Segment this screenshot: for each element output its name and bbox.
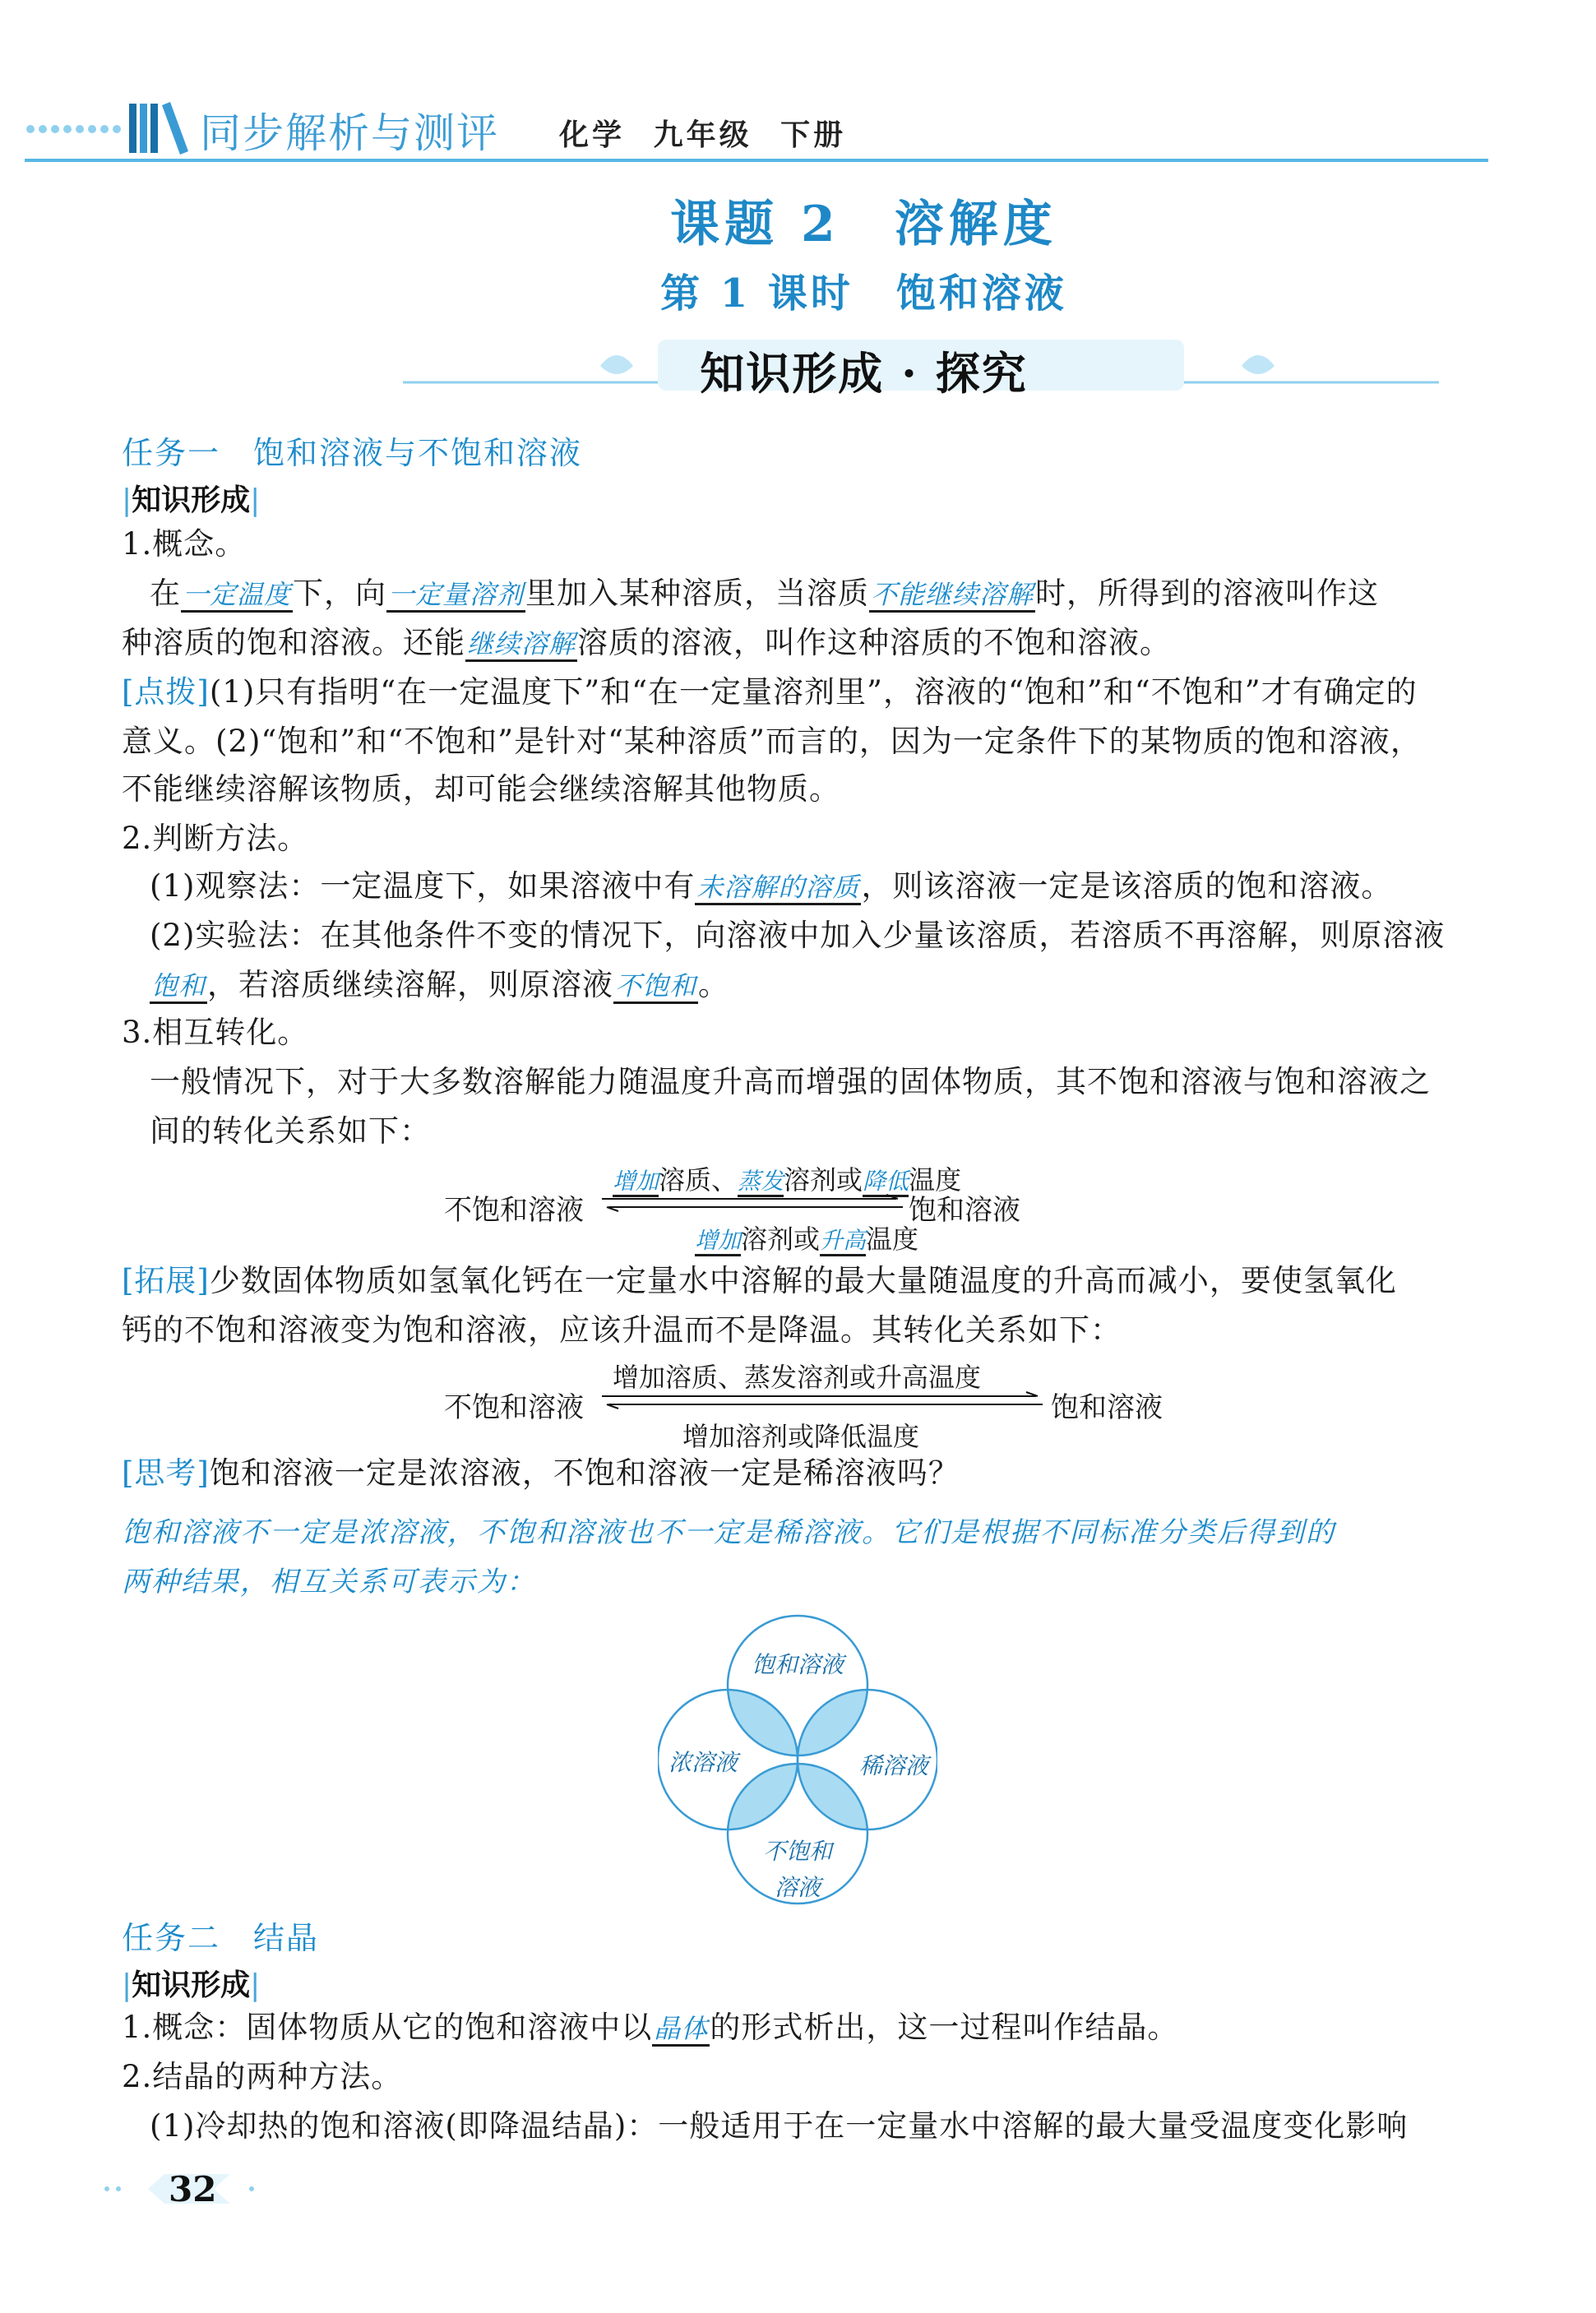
rxn2-top-condition: 增加溶质、蒸发溶剂或升高温度 (613, 1362, 982, 1393)
volume: 下册 (780, 118, 847, 152)
answer-continue-dissolve: 继续溶解 (465, 628, 577, 662)
books-logo-icon (127, 99, 193, 158)
subject: 化学 (559, 118, 626, 152)
answer-fixed-temperature: 一定温度 (181, 579, 293, 613)
answer-saturated: 饱和 (150, 970, 207, 1004)
page-number: 32 (169, 2169, 217, 2209)
tip-tag: [点拨] (122, 674, 210, 710)
grade: 九年级 (653, 118, 752, 152)
extension-line-2: 钙的不饱和溶液变为饱和溶液，应该升温而不是降温。其转化关系如下： (122, 1312, 1122, 1348)
task1-label-text: 知识形成 (132, 483, 251, 517)
tip-line-2: 意义。(2)“饱和”和“不饱和”是针对“某种溶质”而言的，因为一定条件下的某物质的饱和溶液， (122, 724, 1422, 759)
period-title: 第 1 课时 饱和溶液 (660, 271, 1067, 317)
subject-info (559, 112, 846, 154)
answer-undissolved-solute: 未溶解的溶质 (695, 872, 861, 905)
task1-knowledge-label: |知识形成| (122, 483, 261, 517)
rxn1-double-arrow-icon (600, 1194, 904, 1214)
rxn1-bottom-condition: 增加溶剂或升高温度 (695, 1224, 919, 1255)
venn-label-unsaturated-1: 不饱和 (762, 1838, 832, 1865)
concept-heading: 1.概念。 (122, 526, 247, 562)
rxn1-left: 不饱和溶液 (444, 1194, 584, 1227)
conversion-line-2: 间的转化关系如下： (150, 1113, 431, 1149)
definition-line-1: 在一定温度下，向一定量溶剂里加入某种溶质，当溶质不能继续溶解时，所得到的溶液叫作这 (150, 576, 1380, 611)
answer-crystal: 晶体 (652, 2013, 710, 2047)
section-banner-title: 知识形成 · 探究 (700, 347, 1028, 400)
extension-tag: [拓展] (122, 1263, 210, 1298)
conversion-line-1: 一般情况下，对于大多数溶解能力随温度升高而增强的固体物质，其不饱和溶液与饱和溶液之 (150, 1064, 1431, 1099)
method-heading: 2.判断方法。 (122, 821, 309, 856)
experiment-method-line-1: (2)实验法：在其他条件不变的情况下，向溶液中加入少量该溶质，若溶质不再溶解，则原溶液 (150, 918, 1446, 953)
venn-label-saturated: 饱和溶液 (751, 1651, 844, 1678)
venn-label-dilute: 稀溶液 (858, 1752, 928, 1779)
experiment-method-line-2: 饱和，若溶质继续溶解，则原溶液不饱和。 (151, 967, 730, 1002)
task1-title: 任务一 饱和溶液与不饱和溶液 (122, 435, 583, 471)
answer-cannot-dissolve: 不能继续溶解 (869, 579, 1035, 613)
observation-method: (1)观察法：一定温度下，如果溶液中有未溶解的溶质，则该溶液一定是该溶质的饱和溶液。 (150, 868, 1393, 904)
saturated-circle (728, 1616, 867, 1756)
rxn2-right: 饱和溶液 (1051, 1391, 1163, 1424)
think-answer-line-1: 饱和溶液不一定是浓溶液，不饱和溶液也不一定是稀溶液。它们是根据不同标准分类后得到的 (122, 1516, 1335, 1549)
rxn1-top-condition: 增加溶质、蒸发溶剂或降低温度 (613, 1164, 962, 1196)
conversion-diagram-2 (444, 1357, 1184, 1452)
cooling-method: (1)冷却热的饱和溶液(即降温结晶)：一般适用于在一定量水中溶解的最大量受温度变化影响 (150, 2108, 1409, 2144)
header-rule (25, 159, 1488, 162)
lesson-title: 课题 2 溶解度 (670, 196, 1057, 253)
tip-line-3: 不能继续溶解该物质，却可能会继续溶解其他物质。 (122, 771, 840, 807)
rxn2-bottom-condition: 增加溶剂或降低温度 (682, 1421, 920, 1452)
definition-line-2: 种溶质的饱和溶液。还能继续溶解溶质的溶液，叫作这种溶质的不饱和溶液。 (122, 625, 1172, 660)
crystallization-concept: 1.概念：固体物质从它的饱和溶液中以晶体的形式析出，这一过程叫作结晶。 (122, 2010, 1179, 2045)
answer-unsaturated: 不饱和 (613, 970, 698, 1004)
conversion-diagram-1 (444, 1159, 1069, 1255)
think-answer-line-2: 两种结果，相互关系可表示为： (122, 1566, 536, 1598)
conversion-heading: 3.相互转化。 (122, 1015, 309, 1050)
task2-title: 任务二 结晶 (122, 1920, 320, 1956)
crystallization-methods-heading: 2.结晶的两种方法。 (122, 2059, 403, 2094)
think-tag: [思考] (122, 1455, 210, 1491)
think-question: [思考]饱和溶液一定是浓溶液，不饱和溶液一定是稀溶液吗？ (122, 1455, 960, 1491)
rxn2-left: 不饱和溶液 (444, 1391, 584, 1424)
rxn2-double-arrow-icon (600, 1391, 1044, 1411)
extension-line-1: [拓展]少数固体物质如氢氧化钙在一定量水中溶解的最大量随温度的升高而减小，要使氢氧化 (122, 1263, 1397, 1298)
series-title: 同步解析与测评 (200, 109, 499, 157)
task2-label-text: 知识形成 (132, 1968, 251, 2002)
answer-fixed-solvent: 一定量溶剂 (386, 579, 525, 613)
task2-knowledge-label: |知识形成| (122, 1968, 261, 2002)
venn-label-unsaturated-2: 溶液 (774, 1874, 821, 1901)
venn-label-concentrated: 浓溶液 (668, 1749, 738, 1776)
tip-line-1: [点拨](1)只有指明“在一定温度下”和“在一定量溶剂里”，溶液的“饱和”和“不饱和”才有确定的 (122, 674, 1418, 710)
rxn1-right: 饱和溶液 (909, 1194, 1020, 1227)
